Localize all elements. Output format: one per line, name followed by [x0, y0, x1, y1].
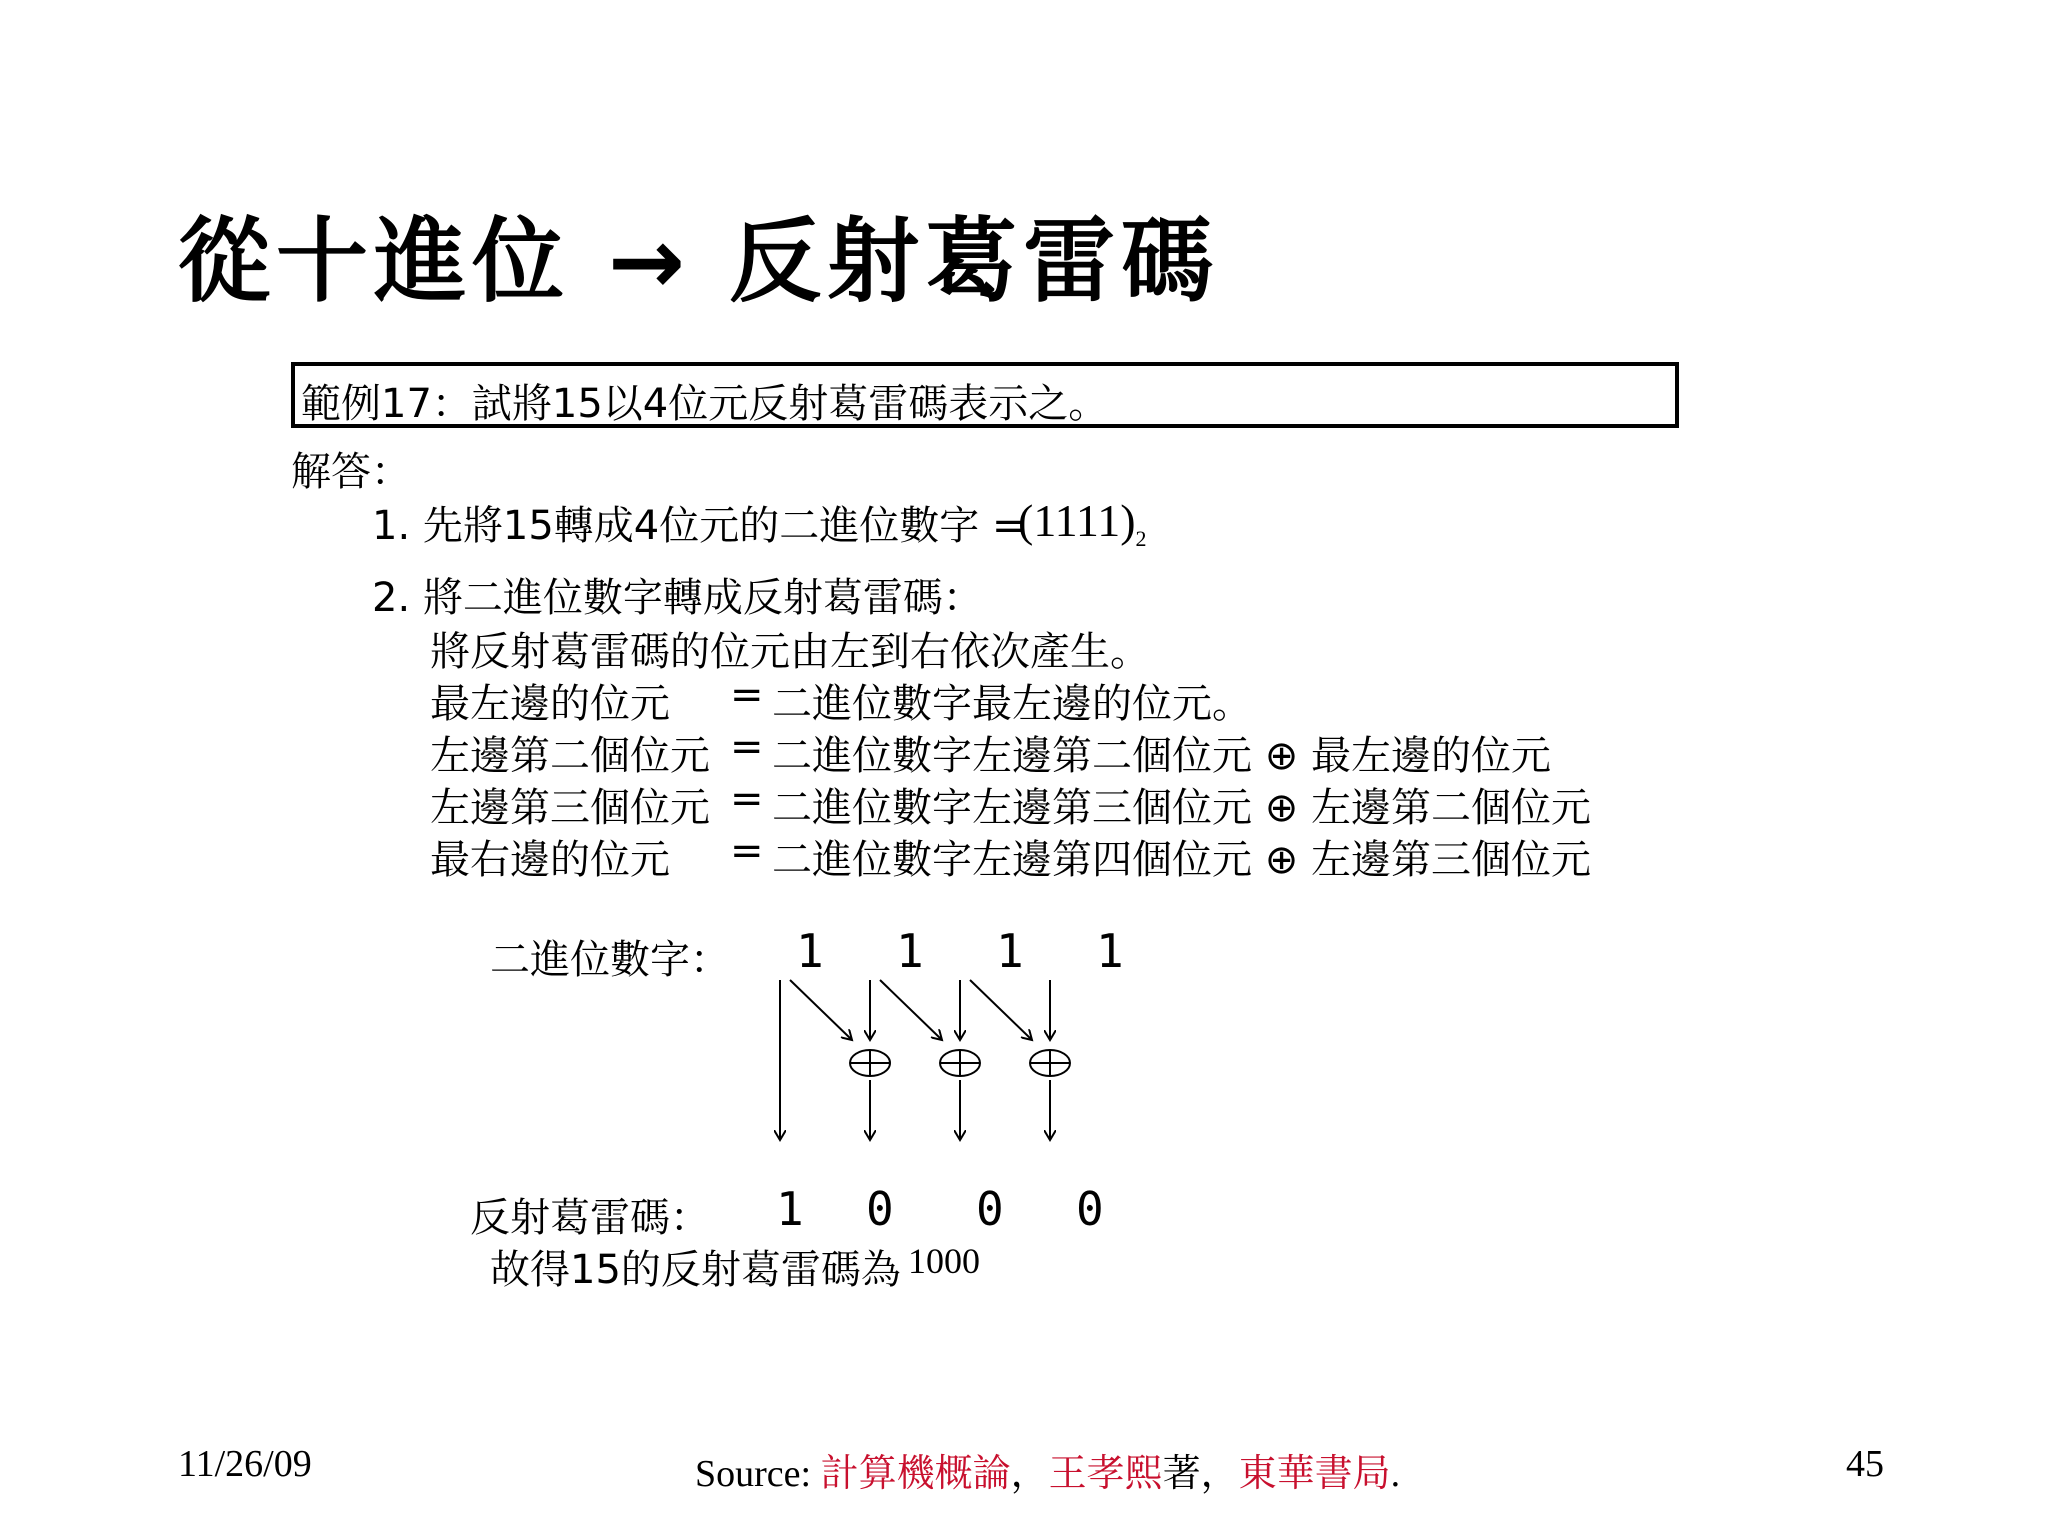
page-title: 從十進位 → 反射葛雷碼	[178, 208, 1220, 315]
conclusion-value: 1000	[908, 1241, 980, 1281]
rule-4-right: 二進位數字左邊第四個位元 ⊕ 左邊第三個位元	[772, 837, 1591, 883]
rule-2-right: 二進位數字左邊第二個位元 ⊕ 最左邊的位元	[772, 733, 1551, 779]
source-author-suffix: 著	[1162, 1451, 1201, 1495]
xor-icon	[850, 1050, 890, 1076]
source-publisher: 東華書局	[1238, 1451, 1391, 1495]
rule-1-eq: =	[730, 672, 764, 718]
step1-value: $(1111)_2$	[1018, 495, 1147, 552]
rule-4-left: 最右邊的位元	[430, 837, 670, 883]
gray-digit: 0	[866, 1182, 894, 1236]
source-sep-2: ，	[1200, 1453, 1239, 1495]
rule-2-left: 左邊第二個位元	[430, 733, 710, 779]
source-end: .	[1390, 1453, 1401, 1495]
conclusion-text: 故得15的反射葛雷碼為	[490, 1247, 901, 1293]
rule-1-right: 二進位數字最左邊的位元。	[772, 681, 1252, 727]
footer-date: 11/26/09	[178, 1443, 312, 1485]
rule-4-eq: =	[730, 828, 764, 874]
binary-digit: 1	[1096, 924, 1124, 978]
gray-digit: 0	[1076, 1182, 1104, 1236]
step1-subscript: 2	[1135, 526, 1147, 552]
rule-2-eq: =	[730, 724, 764, 770]
gray-code-label: 反射葛雷碼：	[470, 1195, 710, 1241]
xor-icon	[940, 1050, 980, 1076]
rule-3-right: 二進位數字左邊第三個位元 ⊕ 左邊第二個位元	[772, 785, 1591, 831]
gray-digit: 0	[976, 1182, 1004, 1236]
source-sep-1: ，	[1010, 1453, 1049, 1495]
page-number: 45	[1846, 1443, 1884, 1485]
source-author: 王孝熙	[1048, 1451, 1163, 1495]
source-prefix: Source:	[695, 1453, 821, 1495]
rule-3-left: 左邊第三個位元	[430, 785, 710, 831]
rule-1-left: 最左邊的位元	[430, 681, 670, 727]
rule-3-eq: =	[730, 776, 764, 822]
xor-icon	[1030, 1050, 1070, 1076]
answer-label: 解答：	[291, 449, 411, 495]
binary-digit: 1	[796, 924, 824, 978]
binary-digit: 1	[996, 924, 1024, 978]
binary-label: 二進位數字：	[490, 937, 730, 983]
step2-title: 2. 將二進位數字轉成反射葛雷碼：	[372, 575, 983, 621]
binary-digit: 1	[896, 924, 924, 978]
source-book: 計算機概論	[820, 1451, 1011, 1495]
step2-description: 將反射葛雷碼的位元由左到右依次產生。	[430, 629, 1150, 675]
gray-digit: 1	[776, 1182, 804, 1236]
step1-text: 1. 先將15轉成4位元的二進位數字 =	[372, 503, 1026, 549]
example-label: 範例17：試將15以4位元反射葛雷碼表示之。	[301, 381, 1109, 427]
footer-source	[695, 1442, 1400, 1497]
